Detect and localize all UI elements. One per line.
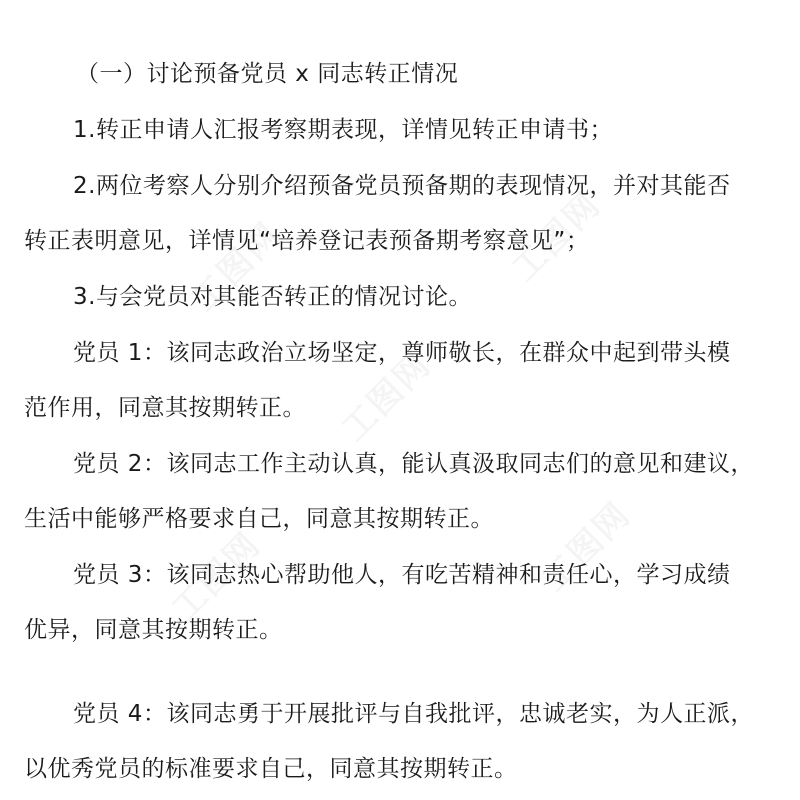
- paragraph-4-line-2: 范作用，同意其按期转正。: [24, 395, 306, 421]
- paragraph-6-line-2: 优异，同意其按期转正。: [24, 617, 283, 643]
- paragraph-5-line-2: 生活中能够严格要求自己，同意其按期转正。: [24, 506, 494, 532]
- paragraph-7-line-1: 党员 4：该同志勇于开展批评与自我批评，忠诚老实，为人正派，: [73, 701, 754, 727]
- paragraph-2-line-2: 转正表明意见，详情见“培养登记表预备期考察意见”；: [24, 228, 590, 254]
- paragraph-1-line-1: 1.转正申请人汇报考察期表现，详情见转正申请书；: [73, 117, 613, 143]
- paragraph-5-line-1: 党员 2：该同志工作主动认真，能认真汲取同志们的意见和建议，: [73, 451, 754, 477]
- paragraph-2-line-1: 2.两位考察人分别介绍预备党员预备期的表现情况，并对其能否: [73, 173, 731, 199]
- paragraph-6-line-1: 党员 3：该同志热心帮助他人，有吃苦精神和责任心，学习成绩: [73, 562, 731, 588]
- paragraph-7-line-2: 以优秀党员的标准要求自己，同意其按期转正。: [24, 756, 518, 782]
- paragraph-3-line-1: 3.与会党员对其能否转正的情况讨论。: [73, 284, 472, 310]
- section-heading: （一）讨论预备党员 x 同志转正情况: [76, 61, 459, 87]
- paragraph-4-line-1: 党员 1：该同志政治立场坚定，尊师敬长，在群众中起到带头模: [73, 340, 731, 366]
